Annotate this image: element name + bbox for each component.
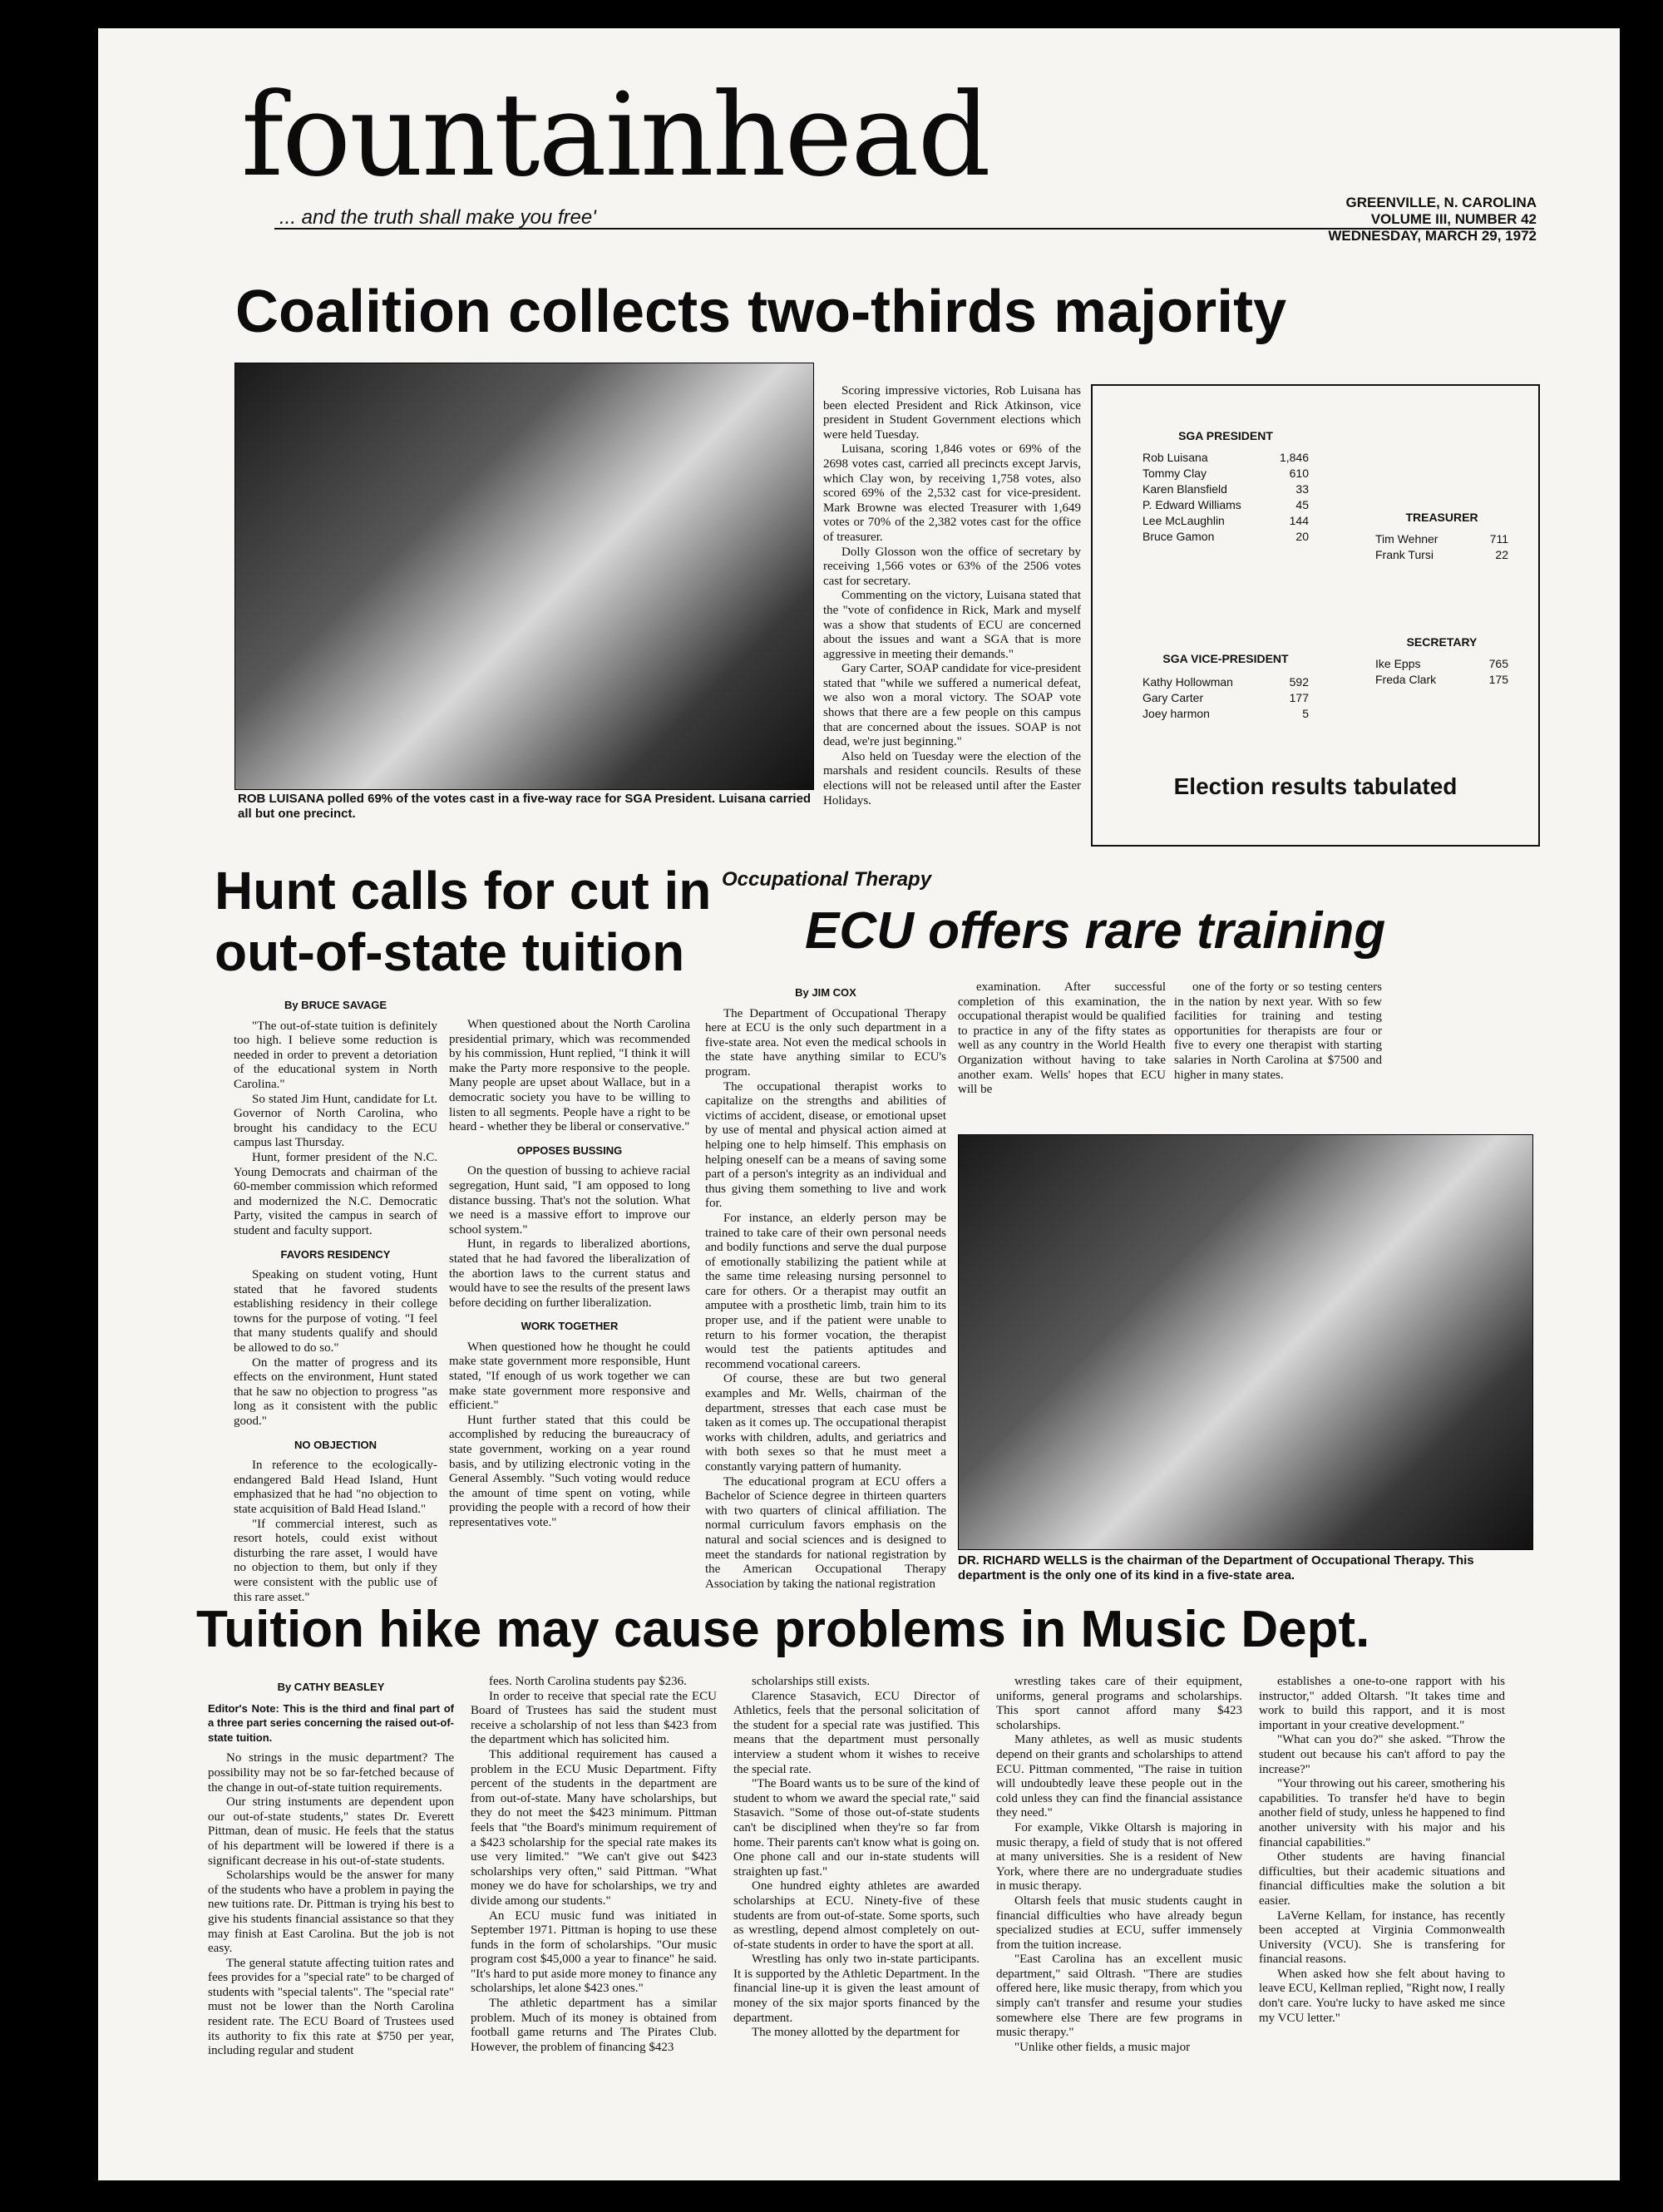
paragraph: In reference to the ecologically-endangered Bald Head Island, Hunt emphasized that he had "no objection to state acquisition of Bald Head Island." [234, 1459, 437, 1516]
president-title: SGA PRESIDENT [1178, 429, 1273, 442]
ecu-column-2 [958, 980, 1166, 1130]
secretary-title: SECRETARY [1406, 635, 1478, 649]
music-column-1 [208, 1675, 454, 2157]
paragraph: scholarships still exists. [752, 1675, 871, 1688]
result-row [1142, 514, 1309, 527]
result-row [1375, 548, 1508, 561]
photo-richard-wells [958, 1134, 1533, 1550]
masthead-title: fountainhead [241, 68, 989, 202]
paragraph: When questioned about the North Carolina presidential primary, which was recommended by his commission, Hunt replied, "I think it will make the Party more responsive to the people. Many people are upset about Wallace, but in a democratic society you have to be willing to listen to all segments. People have a right to be heard - whether they be liberal or conservative." [449, 1018, 690, 1134]
paragraph: establishes a one-to-one rapport with his instructor," added Oltarsh. "It takes time and work to build this rapport, and it is most important in your creative development." [1259, 1675, 1505, 1732]
vp-title: SGA VICE-PRESIDENT [1162, 652, 1289, 665]
paragraph: Our string instuments are dependent upon our out-of-state students," states Dr. Everett Pittman, dean of music. He feels that the status of his department will be lowered if there is a significant decrease in his out-of-state students. [208, 1795, 454, 1868]
paragraph: One hundred eighty athletes are awarded scholarships at ECU. Ninety-five of these students are from out-of-state. Some sports, such as wrestling, depend almost completely on out-of-state students in order to have the sport at all. [733, 1879, 980, 1952]
dateline-volume: VOLUME III, NUMBER 42 [1370, 211, 1537, 227]
candidate-votes: 610 [1289, 467, 1309, 480]
paragraph: wrestling takes care of their equipment, uniforms, general programs and scholarships. This sport cannot afford many $423 scholarships. [996, 1675, 1242, 1732]
result-row [1375, 532, 1508, 546]
result-row [1142, 467, 1309, 480]
election-headline: Coalition collects two-thirds majority [235, 279, 1287, 345]
paragraph: The occupational therapist works to capitalize on the strengths and abilities of victims of accident, disease, or emotional upset by use of mental and physical action aimed at helping one to help himself. This emphasis on helping oneself can be a means of saving some part of a person's integrity as an individual and thus giving them something to live and work for. [705, 1079, 946, 1211]
paragraph: "East Carolina has an excellent music department," said Oltrash. "There are studies offered here, like music therapy, from which you simply can't transfer and resume your studies somewhere else There are few programs in music therapy." [996, 1953, 1242, 2040]
dateline-date: WEDNESDAY, MARCH 29, 1972 [1328, 228, 1537, 244]
paragraph: "What can you do?" she asked. "Throw the student out because his can't afford to pay the increase?" [1259, 1733, 1505, 1776]
election-results-box [1091, 384, 1540, 847]
ecu-byline: By JIM COX [795, 986, 856, 999]
paragraph: For example, Vikke Oltarsh is majoring in music therapy, a field of study that is not offered at many universities. She is a resident of New York, where there are no undergraduate studies in music therapy. [996, 1820, 1242, 1894]
paragraph: The general statute affecting tuition rates and fees provides for a "special rate" to be charged of students with "special talents". The "special rate" must not be lower than the North Carolina resident rate. The ECU Board of Trustees used its authority to fix this rate at $750 per year, including regular and student [208, 1956, 454, 2058]
election-results-caption: Election results tabulated [1173, 773, 1458, 799]
paragraph: Many athletes, as well as music students depend on their grants and scholarships to attend ECU. Pittman commented, "The raise in tuition will undoubtedly leave these people out in the cold unless they can find the financial assistance they need." [996, 1733, 1242, 1820]
paragraph: Gary Carter, SOAP candidate for vice-president stated that "while we suffered a numerical defeat, we also won a moral victory. The SOAP vote shows that there are a few people on this campus that are concerned about the issues. SOAP is not dead, we're just beginning." [823, 662, 1081, 749]
candidate-name: Lee McLaughlin [1142, 514, 1225, 527]
masthead-tagline: ... and the truth shall make you free' [279, 206, 596, 229]
candidate-name: Frank Tursi [1375, 548, 1434, 561]
paragraph: For instance, an elderly person may be trained to take care of their own personal needs and bodily functions and serve the dual purpose of emotionally stabilizing the patient while at the same time releasing nursing personnel to care for others. Or a therapist may outfit an amputee with a prosthetic limb, train him to its proper use, and if the patient were unable to return to his former vocation, the therapist would test the patients aptitudes and recommend vocational careers. [705, 1211, 946, 1371]
vp-results [1142, 652, 1309, 723]
candidate-name: Joey harmon [1142, 707, 1210, 720]
candidate-votes: 592 [1289, 675, 1309, 689]
newspaper-page [98, 28, 1620, 2180]
candidate-votes: 5 [1302, 707, 1309, 720]
paragraph: Also held on Tuesday were the election of the marshals and resident councils. Results of these elections will not be released until after the Easter Holidays. [823, 749, 1081, 807]
result-row [1142, 675, 1309, 689]
subhead-opposes-bussing: OPPOSES BUSSING [516, 1143, 623, 1157]
hunt-headline-line2: out-of-state tuition [215, 922, 685, 982]
secretary-results [1375, 635, 1508, 689]
candidate-votes: 175 [1488, 673, 1508, 686]
paragraph: An ECU music fund was initiated in September 1971. Pittman is hoping to use these funds in the form of scholarships. "Our music program cost $45,000 a year to finance" he said. "It's hard to put aside more money to finance any scholarships, let alone $423 ones." [471, 1908, 717, 1996]
paragraph: So stated Jim Hunt, candidate for Lt. Governor of North Carolina, who brought his candidacy to the ECU campus last Thursday. [234, 1092, 437, 1150]
music-byline: By CATHY BEASLEY [277, 1681, 385, 1693]
result-row [1142, 482, 1309, 496]
candidate-name: Tommy Clay [1142, 467, 1207, 480]
treasurer-title: TREASURER [1405, 511, 1478, 524]
candidate-votes: 22 [1495, 548, 1508, 561]
candidate-votes: 45 [1295, 498, 1309, 511]
candidate-name: Ike Epps [1375, 657, 1421, 670]
dateline-city: GREENVILLE, N. CAROLINA [1345, 195, 1537, 210]
paragraph: Other students are having financial difficulties, but their academic situations and financial difficulties make the solution a bit easier. [1259, 1850, 1505, 1908]
candidate-name: Bruce Gamon [1142, 530, 1215, 543]
result-row [1375, 657, 1508, 670]
candidate-name: Rob Luisana [1142, 451, 1208, 464]
paragraph: On the matter of progress and its effects on the environment, Hunt stated that he saw no objection to progress "as long as it consistent with the public good." [234, 1355, 437, 1429]
ecu-kicker: Occupational Therapy [722, 868, 932, 891]
treasurer-results [1375, 511, 1508, 564]
masthead-dateline [1295, 195, 1537, 244]
result-row [1375, 673, 1508, 686]
paragraph: The athletic department has a similar problem. Much of its money is obtained from football game returns and The Pirates Club. However, the problem of financing $423 [471, 1997, 717, 2054]
paragraph: This additional requirement has caused a problem in the ECU Music Department. Fifty percent of the students in the department are from out-of-state. Many have scholarships, but they do not meet the $423 minimum. Pittman feels that "the Board's minimum requirement of a $423 scholarship for the special rate makes its use very limited." "We can't give out $423 scholarships very often," said Pittman. "What money we do have for scholarships, we try and divide among our students." [471, 1747, 717, 1908]
music-headline: Tuition hike may cause problems in Music Dept. [196, 1601, 1370, 1658]
paragraph: fees. North Carolina students pay $236. [489, 1675, 687, 1688]
paragraph: Hunt, former president of the N.C. Young Democrats and chairman of the 60-member commission which reformed and modernized the N.C. Democratic Party, visited the campus in search of student and faculty support. [234, 1150, 437, 1237]
result-row [1142, 691, 1309, 704]
hunt-column-1 [234, 993, 437, 1604]
photo-rob-luisana [234, 363, 814, 790]
candidate-votes: 711 [1489, 532, 1508, 546]
paragraph: Scoring impressive victories, Rob Luisana has been elected President and Rick Atkinson, vice president in Student Government elections which were held Tuesday. [823, 384, 1081, 442]
paragraph: LaVerne Kellam, for instance, has recently been accepted at Virginia Commonwealth University (VCU). She is transfering for financial reasons. [1259, 1908, 1505, 1967]
hunt-byline: By BRUCE SAVAGE [284, 999, 387, 1011]
ecu-column-1 [705, 980, 946, 1591]
candidate-name: Freda Clark [1375, 673, 1437, 686]
candidate-name: P. Edward Williams [1142, 498, 1241, 511]
music-column-4 [996, 1675, 1242, 2157]
paragraph: examination. After successful completion of this examination, the occupational therapist would be qualified to practice in any of the fifty states as well as any country in the World Health Organization without having to take another exam. Wells' hopes that ECU will be [958, 980, 1166, 1097]
paragraph: On the question of bussing to achieve racial segregation, Hunt said, "I am opposed to long distance bussing. That's not the solution. What we need is a massive effort to improve our school system." [449, 1164, 690, 1237]
candidate-name: Gary Carter [1142, 691, 1204, 704]
paragraph: Hunt further stated that this could be accomplished by reducing the bureaucracy of state government, working on a year round basis, and by utilizing electronic voting in the General Assembly. "Such voting would reduce the amount of time spent on voting, while providing the people with a record of how their representatives vote." [449, 1413, 690, 1529]
subhead-favors-residency: FAVORS RESIDENCY [280, 1247, 391, 1261]
paragraph: "The out-of-state tuition is definitely too high. I believe some reduction is needed in order to prevent a detoriation of the educational system in North Carolina." [234, 1019, 437, 1091]
hunt-headline-line1: Hunt calls for cut in [215, 861, 712, 921]
election-photo-caption: ROB LUISANA polled 69% of the votes cast in a five-way race for SGA President. Luisana carried all but one precinct. [238, 792, 812, 821]
subhead-no-objection: NO OBJECTION [294, 1438, 377, 1451]
paragraph: Commenting on the victory, Luisana stated that the "vote of confidence in Rick, Mark and myself was a show that students of ECU are concerned about the issues and want a SGA that is more aggressive in meeting their demands." [823, 589, 1081, 661]
paragraph: The educational program at ECU offers a Bachelor of Science degree in thirteen quarters with two quarters of clinical affiliation. The normal curriculum favors emphasis on the natural and social sciences and is designed to meet the standards for national registration by the American Occupational Therapy Association by taking the national registration [705, 1474, 946, 1591]
paragraph: Hunt, in regards to liberalized abortions, stated that he had favored the liberalization of the abortion laws to the current status and would have to see the results of the present laws before deciding on further liberalization. [449, 1237, 690, 1310]
candidate-name: Karen Blansfield [1142, 482, 1227, 496]
candidate-votes: 33 [1295, 482, 1309, 496]
election-story [823, 384, 1081, 847]
subhead-work-together: WORK TOGETHER [521, 1320, 619, 1333]
hunt-column-2 [449, 1018, 690, 1567]
paragraph: Of course, these are but two general examples and Mr. Wells, chairman of the department, stresses that each case must be taken as it comes up. The occupational therapist works with children, adults, and geriatrics and with both sexes so that he must meet a constantly varying pattern of humanity. [705, 1372, 946, 1474]
candidate-name: Tim Wehner [1375, 532, 1438, 546]
paragraph: Oltarsh feels that music students caught in financial difficulties who have already begun specialized studies at ECU, suffer immensely from the tuition increase. [996, 1894, 1242, 1952]
music-column-2 [471, 1675, 717, 2157]
paragraph: "Unlike other fields, a music major [1014, 2040, 1191, 2054]
candidate-votes: 765 [1488, 657, 1508, 670]
result-row [1142, 530, 1309, 543]
paragraph: Speaking on student voting, Hunt stated that he favored students establishing residency in their college towns for the purpose of voting. "I feel that many students qualify and should be allowed to do so." [234, 1268, 437, 1355]
candidate-votes: 177 [1289, 691, 1309, 704]
paragraph: The Department of Occupational Therapy here at ECU is the only such department in a five-state area. Not even the medical schools in the state have anything similar to ECU's program. [705, 1006, 946, 1079]
paragraph: Scholarships would be the answer for many of the students who have a problem in paying the new tuitions rate. Dr. Pittman is trying his best to give his students financial assistance so that they may finish at East Carolina. But the job is not easy. [208, 1869, 454, 1956]
paragraph: Wrestling has only two in-state participants. It is supported by the Athletic Department. In the financial line-up it is given the least amount of money of the six major sports financed by the department. [733, 1953, 980, 2025]
music-column-3 [733, 1675, 980, 2157]
president-results [1142, 429, 1309, 546]
paragraph: No strings in the music department? The possibility may not be so far-fetched because of the change in out-of-state tuition requirements. [208, 1751, 454, 1795]
music-column-5 [1259, 1675, 1505, 2157]
ecu-headline: ECU offers rare training [805, 902, 1386, 960]
ecu-column-3 [1174, 980, 1382, 1130]
paragraph: Clarence Stasavich, ECU Director of Athletics, feels that the personal solicitation of the student for a special rate was justified. This means that the department must personally interview a student whom it wishes to receive the special rate. [733, 1689, 980, 1776]
paragraph: Dolly Glosson won the office of secretary by receiving 1,566 votes or 63% of the 2506 votes cast for secretary. [823, 545, 1081, 588]
paragraph: "The Board wants us to be sure of the kind of student to whom we award the special rate," said Stasavich. "Some of those out-of-state students can't be disciplined when they're so far from home. Their parents can't know what is going on. One phone call and our in-state students will straighten up fast." [733, 1777, 980, 1879]
paragraph: one of the forty or so testing centers in the nation by next year. With so few facilities for training and testing opportunities for therapists are four or five to every one therapist with starting salaries in North Carolina at $7500 and higher in many states. [1174, 980, 1382, 1082]
paragraph: Luisana, scoring 1,846 votes or 69% of the 2698 votes cast, carried all precincts except Jarvis, which Clay won, by receiving 1,758 votes, also scored 69% of the 2,532 cast for vice-president. Mark Browne was elected Treasurer with 1,649 votes or 70% of the 2,382 votes cast for the office of treasurer. [823, 442, 1081, 544]
candidate-votes: 20 [1295, 530, 1309, 543]
ecu-photo-caption: DR. RICHARD WELLS is the chairman of the Department of Occupational Therapy. This department is the only one of its kind in a five-state area. [958, 1553, 1474, 1582]
paragraph: The money allotted by the department for [752, 2026, 960, 2040]
candidate-votes: 1,846 [1279, 451, 1309, 464]
result-row [1142, 451, 1309, 464]
editors-note: Editor's Note: This is the third and final part of a three part series concerning the raised out-of-state tuition. [208, 1701, 454, 1744]
result-row [1142, 498, 1309, 511]
paragraph: When asked how she felt about having to leave ECU, Kellman replied, "Right now, I really don't care. You're lucky to have asked me since my VCU letter." [1259, 1967, 1505, 2025]
paragraph: "If commercial interest, such as resort hotels, could exist without disturbing the rare asset, I would have no objection to them, but only if they were consistent with the public use of this rare asset." [234, 1517, 437, 1604]
candidate-name: Kathy Hollowman [1142, 675, 1233, 689]
paragraph: "Your throwing out his career, smothering his capabilities. To transfer he'd have to begin another field of study, unless he happened to find another university with his major and his financial capabilities." [1259, 1777, 1505, 1849]
hunt-headline [215, 860, 711, 983]
paragraph: When questioned how he thought he could make state government more responsible, Hunt stated, "If enough of us work together we can make state government more responsive and efficient." [449, 1340, 690, 1413]
candidate-votes: 144 [1289, 514, 1309, 527]
result-row [1142, 707, 1309, 720]
paragraph: In order to receive that special rate the ECU Board of Trustees has said the student must receive a scholarship of not less than $423 from the department which has solicited him. [471, 1689, 717, 1747]
